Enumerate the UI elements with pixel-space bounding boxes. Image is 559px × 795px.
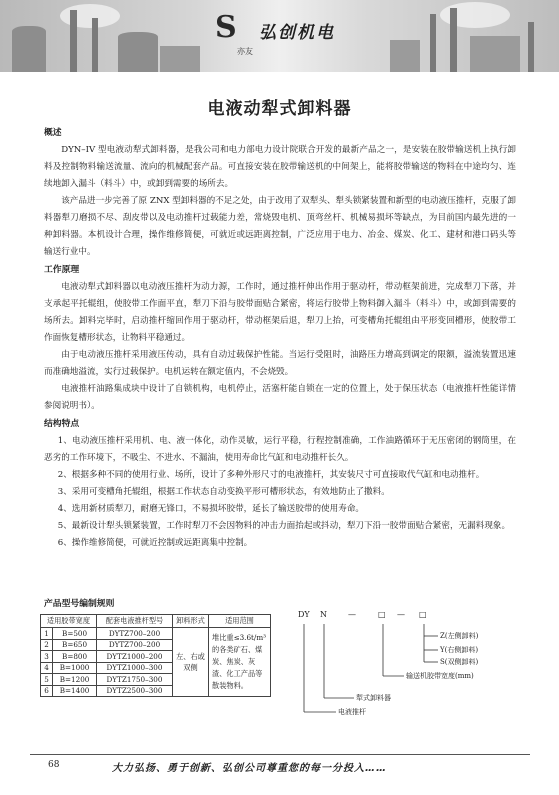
- belt-width: B=1400: [53, 685, 97, 697]
- code-width: 输送机胶带宽度(mm): [406, 672, 474, 680]
- footer-slogan: 大力弘扬、勇于创新、弘创公司尊重您的每一分投入……: [112, 763, 387, 774]
- pusher-model: DYTZ2500–300: [97, 685, 173, 697]
- belt-width: B=650: [53, 639, 97, 651]
- paragraph: 由于电动液压推杆采用液压传动，具有自动过载保护性能。当运行受阻时，油路压力增高到调定的限额，溢流装置迅速而准确地溢流，实行过载保护。电机运转在额定值内，不会烧毁。: [44, 350, 516, 377]
- feature-item: 4、选用新材质犁刀，耐磨无锋口，不易损坏胶带，延长了输送胶带的使用寿命。: [57, 504, 365, 514]
- belt-width: B=500: [53, 628, 97, 640]
- cooling-tower-icon: [118, 32, 158, 72]
- paragraph: DYN–IV 型电液动犁式卸料器，是我公司和电力部电力设计院联合开发的最新产品之一，是安装在胶带输送机上执行卸料及控制物料输送流量、流向的机械配套产品。可直接安装在胶带输送机的中间架上，能将胶带输送的物料在中途均匀、连续地卸入漏斗（料斗）中，或卸到需要的场所去。: [44, 145, 516, 189]
- code-s: S(双侧卸料): [440, 658, 479, 666]
- row-number: 2: [41, 639, 53, 651]
- brand-name: 弘创机电: [259, 23, 335, 43]
- chimney-icon: [528, 22, 534, 72]
- code-prefix: DY: [298, 610, 310, 619]
- belt-width: B=1000: [53, 662, 97, 674]
- code-z: Z(左侧卸料): [440, 632, 479, 640]
- section-heading-principle: 工作原理: [44, 265, 80, 275]
- table-header-row: [41, 615, 271, 628]
- application-scope: 堆比重≤3.6t/m³的各类矿石、煤炭、焦炭、灰渣、化工产品等散装物料。: [209, 628, 271, 697]
- chimney-icon: [92, 18, 98, 72]
- factory-building-icon: [470, 36, 520, 72]
- spec-heading: 产品型号编制规则: [44, 599, 115, 609]
- column-header: 适用胶带宽度: [41, 615, 97, 628]
- code-box: □: [378, 610, 386, 619]
- pusher-model: DYTZ1000–300: [97, 662, 173, 674]
- main-content: [44, 124, 516, 552]
- code-dash: —: [348, 610, 356, 619]
- page-number: 68: [48, 760, 60, 770]
- code-y: Y(右侧卸料): [440, 646, 479, 654]
- factory-building-icon: [160, 46, 200, 72]
- code-letter: N: [320, 610, 327, 619]
- pusher-model: DYTZ1000–200: [97, 651, 173, 663]
- pusher-model: DYTZ1750–300: [97, 674, 173, 686]
- smoke-cloud: [60, 4, 120, 28]
- pusher-model: DYTZ700–200: [97, 628, 173, 640]
- feature-item: 3、采用可变槽角托辊组，根据工作状态自动变换平形可槽形状态，有效地防止了撒料。: [57, 487, 390, 497]
- row-number: 6: [41, 685, 53, 697]
- header-banner: [0, 0, 559, 72]
- paragraph: 该产品进一步完善了原 ZNX 型卸料器的不足之处，由于改用了双犁头、犁头锁紧装置和新型的电动液压推杆，克服了卸料器犁刀磨损不尽、刮皮带以及电动推杆过载能力差，常烧毁电机、顶弯丝杆、机械易损坏等缺点，为目前国内最先进的一种卸料器。本机设计合理，操作维修简便，可就近或远距离控制，广泛应用于电力、冶金、煤炭、化工、建材和港口码头等输送行业中。: [44, 196, 516, 257]
- row-number: 1: [41, 628, 53, 640]
- brand-sub: 亦友: [237, 47, 253, 56]
- column-header: 配套电液推杆型号: [97, 615, 173, 628]
- factory-building-icon: [390, 40, 420, 72]
- footer-divider: [30, 754, 530, 755]
- row-number: 4: [41, 662, 53, 674]
- belt-width: B=1200: [53, 674, 97, 686]
- code-plow: 犁式卸料器: [356, 694, 391, 702]
- column-header: 卸料形式: [173, 615, 209, 628]
- code-push: 电液推杆: [338, 708, 366, 716]
- row-number: 3: [41, 651, 53, 663]
- chimney-icon: [70, 10, 77, 72]
- company-logo: [215, 8, 365, 58]
- paragraph: 电液动犁式卸料器以电动液压推杆为动力源，工作时，通过推杆伸出作用于驱动杆，带动框架前进，完成犁刀下落，并支承起平托辊组，使胶带工作面平直，犁刀下沿与胶带面贴合紧密，将运行胶带上物料御入漏斗（料斗）中，或卸到需要的场所去。卸料完毕时，启动推杆缩回作用于驱动杆，带动框架后退，犁刀上抬，可变槽角托辊组由平形变回槽形，使胶带工作面恢复槽形状态，让物料平稳通过。: [44, 282, 516, 343]
- spec-table: [40, 614, 271, 697]
- discharge-form: 左、右或双侧: [173, 628, 209, 697]
- paragraph: 电液推杆油路集成块中设计了自锁机构，电机停止，活塞杆能自锁在一定的位置上，处于保压状态（电液推杆性能详情参阅说明书）。: [44, 384, 516, 411]
- feature-item: 6、操作维修简便，可就近控制或远距离集中控制。: [57, 538, 253, 548]
- section-heading-overview: 概述: [44, 128, 62, 138]
- row-number: 5: [41, 674, 53, 686]
- pusher-model: DYTZ700–200: [97, 639, 173, 651]
- code-box: □: [419, 610, 427, 619]
- model-code-diagram: [298, 610, 498, 720]
- feature-item: 1、电动液压推杆采用机、电、液一体化，动作灵敏，运行平稳，行程控制准确，工作油路循环于无压密闭的钢筒里，在恶劣的工作环境下，不吸尘、不进水、不漏油，使用寿命比气缸和电动推杆长久。: [44, 436, 516, 463]
- column-header: 适用范围: [209, 615, 271, 628]
- table-row: [41, 628, 271, 640]
- feature-item: 2、根据多种不同的使用行业、场所，设计了多种外形尺寸的电液推杆，其安装尺寸可直接取代气缸和电动推杆。: [57, 470, 485, 480]
- logo-mark: S: [215, 10, 237, 45]
- chimney-icon: [450, 8, 457, 72]
- code-dash: —: [397, 610, 405, 619]
- section-heading-features: 结构特点: [44, 419, 80, 429]
- cooling-tower-icon: [12, 26, 46, 72]
- belt-width: B=800: [53, 651, 97, 663]
- chimney-icon: [430, 14, 436, 72]
- feature-item: 5、最新设计犁头锁紧装置，工作时犁刀不会因物料的冲击力面抬起或抖动，犁刀下沿一胶带面贴合紧密，无漏料现象。: [57, 521, 511, 531]
- page-title: 电液动犁式卸料器: [207, 99, 352, 119]
